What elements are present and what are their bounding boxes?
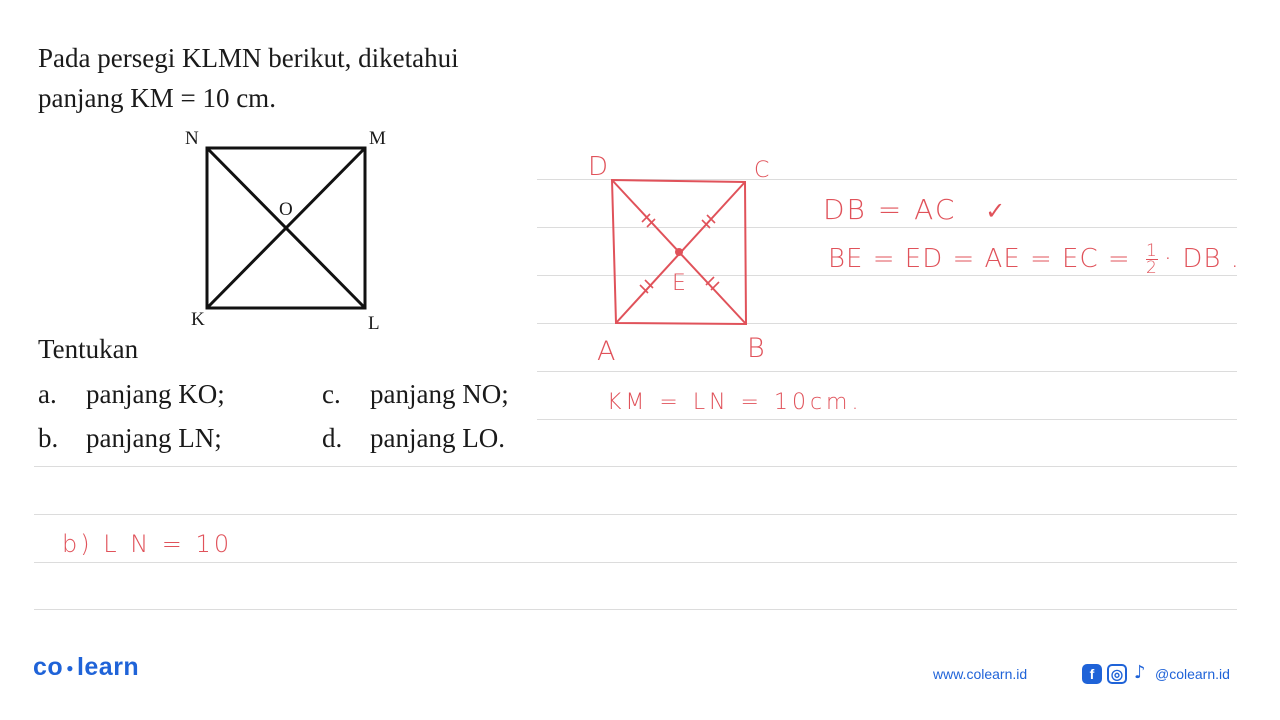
option-a — [38, 379, 225, 410]
option-text: panjang LO. — [370, 423, 505, 453]
vertex-label-n: N — [185, 128, 199, 149]
option-text: panjang KO; — [86, 379, 225, 409]
logo-part-right: learn — [76, 653, 140, 681]
sketch-label-d: D — [588, 152, 609, 182]
option-key: a. — [38, 379, 57, 409]
option-c — [322, 379, 509, 410]
logo-part-left: co — [33, 653, 64, 681]
instagram-icon[interactable]: ◎ — [1107, 664, 1127, 684]
fraction-denominator: 2 — [1145, 258, 1158, 278]
option-b — [38, 423, 222, 454]
fraction-one-half — [1146, 243, 1158, 276]
colearn-logo — [33, 653, 139, 682]
note-line-1 — [823, 193, 1007, 226]
problem-statement — [38, 38, 459, 118]
option-key: d. — [322, 423, 343, 453]
ruled-line — [34, 514, 1237, 515]
center-label-o: O — [279, 199, 293, 220]
option-key: c. — [322, 379, 341, 409]
sketch-label-c: C — [754, 158, 770, 183]
ruled-line — [537, 371, 1237, 372]
note-equation: DB = AC — [823, 193, 957, 226]
option-key: b. — [38, 423, 59, 453]
ruled-line — [34, 466, 1237, 467]
sketch-label-e: E — [672, 271, 686, 296]
check-mark-icon: ✓ — [985, 197, 1008, 225]
note-equation: BE = ED = AE = EC = — [828, 244, 1140, 274]
vertex-label-k: K — [191, 309, 205, 330]
problem-line-2: panjang KM = 10 cm. — [38, 83, 276, 113]
answer-b: b) L N = 10 — [62, 530, 233, 558]
note-tail: · DB . — [1163, 244, 1240, 274]
center-point-e — [675, 248, 683, 256]
note-line-3: KM = LN = 10cm. — [607, 390, 863, 415]
vertex-label-m: M — [369, 128, 386, 149]
option-text: panjang NO; — [370, 379, 509, 409]
square-klmn-figure — [195, 140, 380, 320]
ruled-line — [537, 419, 1237, 420]
facebook-icon[interactable]: f — [1082, 664, 1102, 684]
problem-line-1: Pada persegi KLMN berikut, diketahui — [38, 43, 459, 73]
vertex-label-l: L — [368, 313, 380, 334]
sketch-label-a: A — [597, 336, 616, 367]
note-line-2 — [828, 243, 1240, 276]
ruled-line — [34, 562, 1237, 563]
website-link[interactable]: www.colearn.id — [933, 666, 1028, 682]
ruled-line — [34, 609, 1237, 610]
tiktok-icon[interactable]: ♪ — [1134, 662, 1146, 683]
option-text: panjang LN; — [86, 423, 222, 453]
social-handle[interactable]: @colearn.id — [1155, 666, 1230, 682]
sketch-label-b: B — [747, 333, 765, 364]
logo-dot: ● — [66, 661, 74, 676]
option-d — [322, 423, 505, 454]
handdrawn-square-abcd — [600, 170, 760, 335]
prompt-label: Tentukan — [38, 334, 139, 364]
fraction-numerator: 1 — [1145, 241, 1158, 261]
